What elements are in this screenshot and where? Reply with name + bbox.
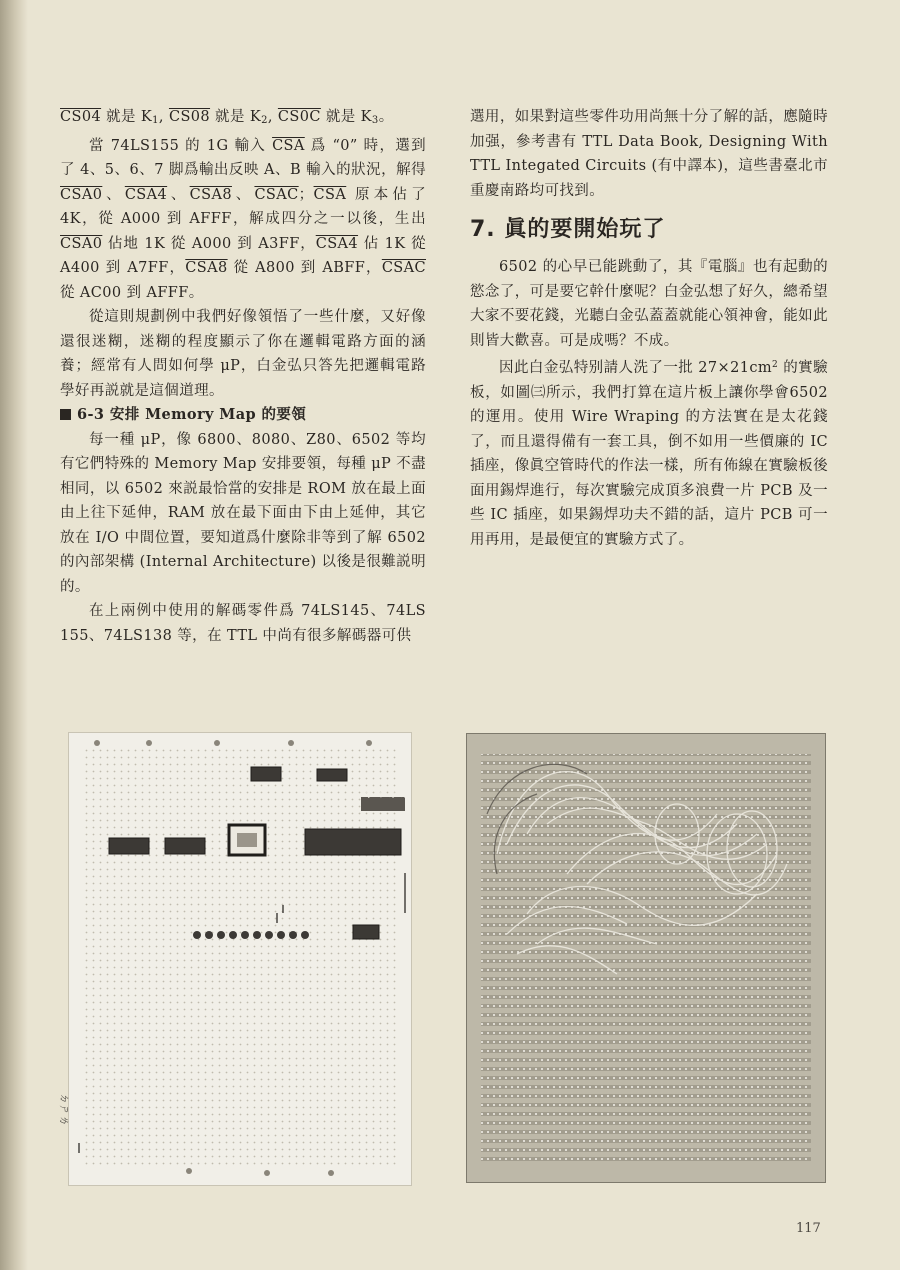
- paragraph-k-mapping: [60, 105, 426, 134]
- signal-csac: CSAC: [254, 186, 299, 203]
- paragraph-logic-circuits: 從這則規劃例中我們好像領悟了一些什麼，又好像還很迷糊，迷糊的程度顯示了你在邏輯電路方面的涵養；經常有人問如何學 μP，白金弘只答先把邏輯電路學好再説就是這個道理。: [60, 309, 426, 399]
- text-run: 當 74LS155 的 1G 輸入: [89, 137, 273, 154]
- text-run: 從 AC00 到 AFFF。: [60, 284, 204, 301]
- text-run: ,: [158, 109, 169, 125]
- pcb-back-illustration: [467, 734, 825, 1182]
- text-run: 爲 “0” 時，選到了 4、5、6、7 脚爲輸出反映 A、B 輸入的狀況，解得: [60, 137, 427, 178]
- signal-csa8: CSA8: [189, 186, 232, 203]
- text-run: 、: [167, 186, 190, 203]
- pcb-front-photo: [58, 732, 412, 1186]
- pcb-back-photo: [466, 733, 826, 1183]
- signal-cs08: CS08: [168, 109, 211, 125]
- text-run: 、: [231, 186, 255, 203]
- signal-csa: $\overline{CSA}$: [272, 137, 305, 154]
- page-number: 117: [796, 1221, 821, 1236]
- text-run: 佔 1K 從 A400 到 A7FF，: [60, 235, 427, 276]
- signal-csa4: CSA4: [124, 186, 168, 203]
- paragraph-decoders: 在上兩例中使用的解碼零件爲 74LS145、74LS 155、74LS138 等，在 TTL 中尚有很多解碼器可供: [60, 603, 426, 644]
- signal-csa8: CSA8: [185, 260, 228, 276]
- text-run: 就是 K: [101, 109, 153, 125]
- subscript: 2: [261, 115, 268, 126]
- signal-csa0: CSA0: [60, 186, 103, 203]
- paragraph-experiment-board: [470, 353, 828, 552]
- text-run: 原本佔了 4K，從 A000 到 AFFF，解成四分之一以後，生出: [60, 186, 427, 227]
- text-run: 因此白金弘特别請人洗了一批 27×21cm: [499, 360, 773, 376]
- pcb-front-illustration: [69, 733, 411, 1185]
- right-text-column: [470, 105, 828, 552]
- text-run: 就是 K: [320, 109, 372, 125]
- superscript: 2: [772, 360, 779, 370]
- text-run: 的實驗板，如圖㈢所示，我們打算在這片板上讓你學會6502的運用。使用 Wire Wraping 的方法實在是太花錢了，而且還得備有一套工具，倒不如用一些價廉的 IC 插座，像眞空管時代的作法一樣，所有佈線在實驗板後面用錫焊進行，每次實驗完成頂多浪費一片 PCB 及一些 IC 插座，如果錫焊功夫不錯的話，這片 PCB 可一用再用，是最便宜的實驗方式了。: [470, 360, 828, 548]
- subheading-text: 6-3 安排 Memory Map 的要領: [77, 406, 307, 423]
- subscript: 1: [152, 115, 159, 126]
- chip-label: ㄅㄉㄌㄌ: [363, 787, 411, 800]
- page-binding-shadow: [0, 0, 28, 1270]
- signal-csa: $\overline{CSA}$: [313, 186, 347, 203]
- signal-cs04: CS04: [60, 109, 102, 125]
- subheading-memory-map: [60, 403, 426, 428]
- text-run: 。: [378, 109, 394, 125]
- subscript: 3: [371, 115, 379, 126]
- text-run: 、: [102, 186, 125, 203]
- text-run: ；: [298, 186, 314, 203]
- square-bullet-icon: [60, 409, 71, 420]
- text-run: ,: [267, 109, 278, 125]
- text-run: 從 A800 到 ABFF，: [227, 260, 382, 276]
- signal-csac: CSAC: [381, 260, 427, 276]
- paragraph-74ls155: [60, 134, 426, 306]
- paragraph-6502-heart: 6502 的心早已能跳動了，其『電腦』也有起動的慾念了，可是要它幹什麼呢？白金弘想了好久，總希望大家不要花錢，光聽白金弘蓋蓋就能心領神會，能如此則皆大歡喜。可是成嗎？不成。: [470, 259, 828, 349]
- section-title: 7. 眞的要開始玩了: [470, 217, 666, 242]
- paragraph-references: 選用，如果對這些零件功用尚無十分了解的話，應隨時加强，參考書有 TTL Data Book, Designing With TTL Integated Circuits (有中譯本)，這些書臺北市重慶南路均可找到。: [470, 109, 828, 199]
- signal-cs0c: CS0C: [277, 109, 321, 125]
- signal-csa4: CSA4: [315, 235, 359, 252]
- left-text-column: [60, 105, 426, 648]
- signal-csa0: CSA0: [60, 235, 103, 252]
- handwritten-margin-note: ㄉㄕㄌ: [58, 1093, 71, 1126]
- text-run: 就是 K: [210, 109, 262, 125]
- paragraph-memory-map: 每一種 μP，像 6800、8080、Z80、6502 等均有它們特殊的 Memory Map 安排要領，每種 μP 不盡相同，以 6502 來説最恰當的安排是 ROM 放在最上面由上往下延伸，RAM 放在最下面由下由上延伸，其它放在 I/O 中間位置，要知道爲什麼除非等到了解 6502 的內部架構 (Internal Architecture) 以後是很難説明的。: [60, 431, 426, 595]
- text-run: 佔地 1K 從 A000 到 A3FF，: [102, 235, 316, 252]
